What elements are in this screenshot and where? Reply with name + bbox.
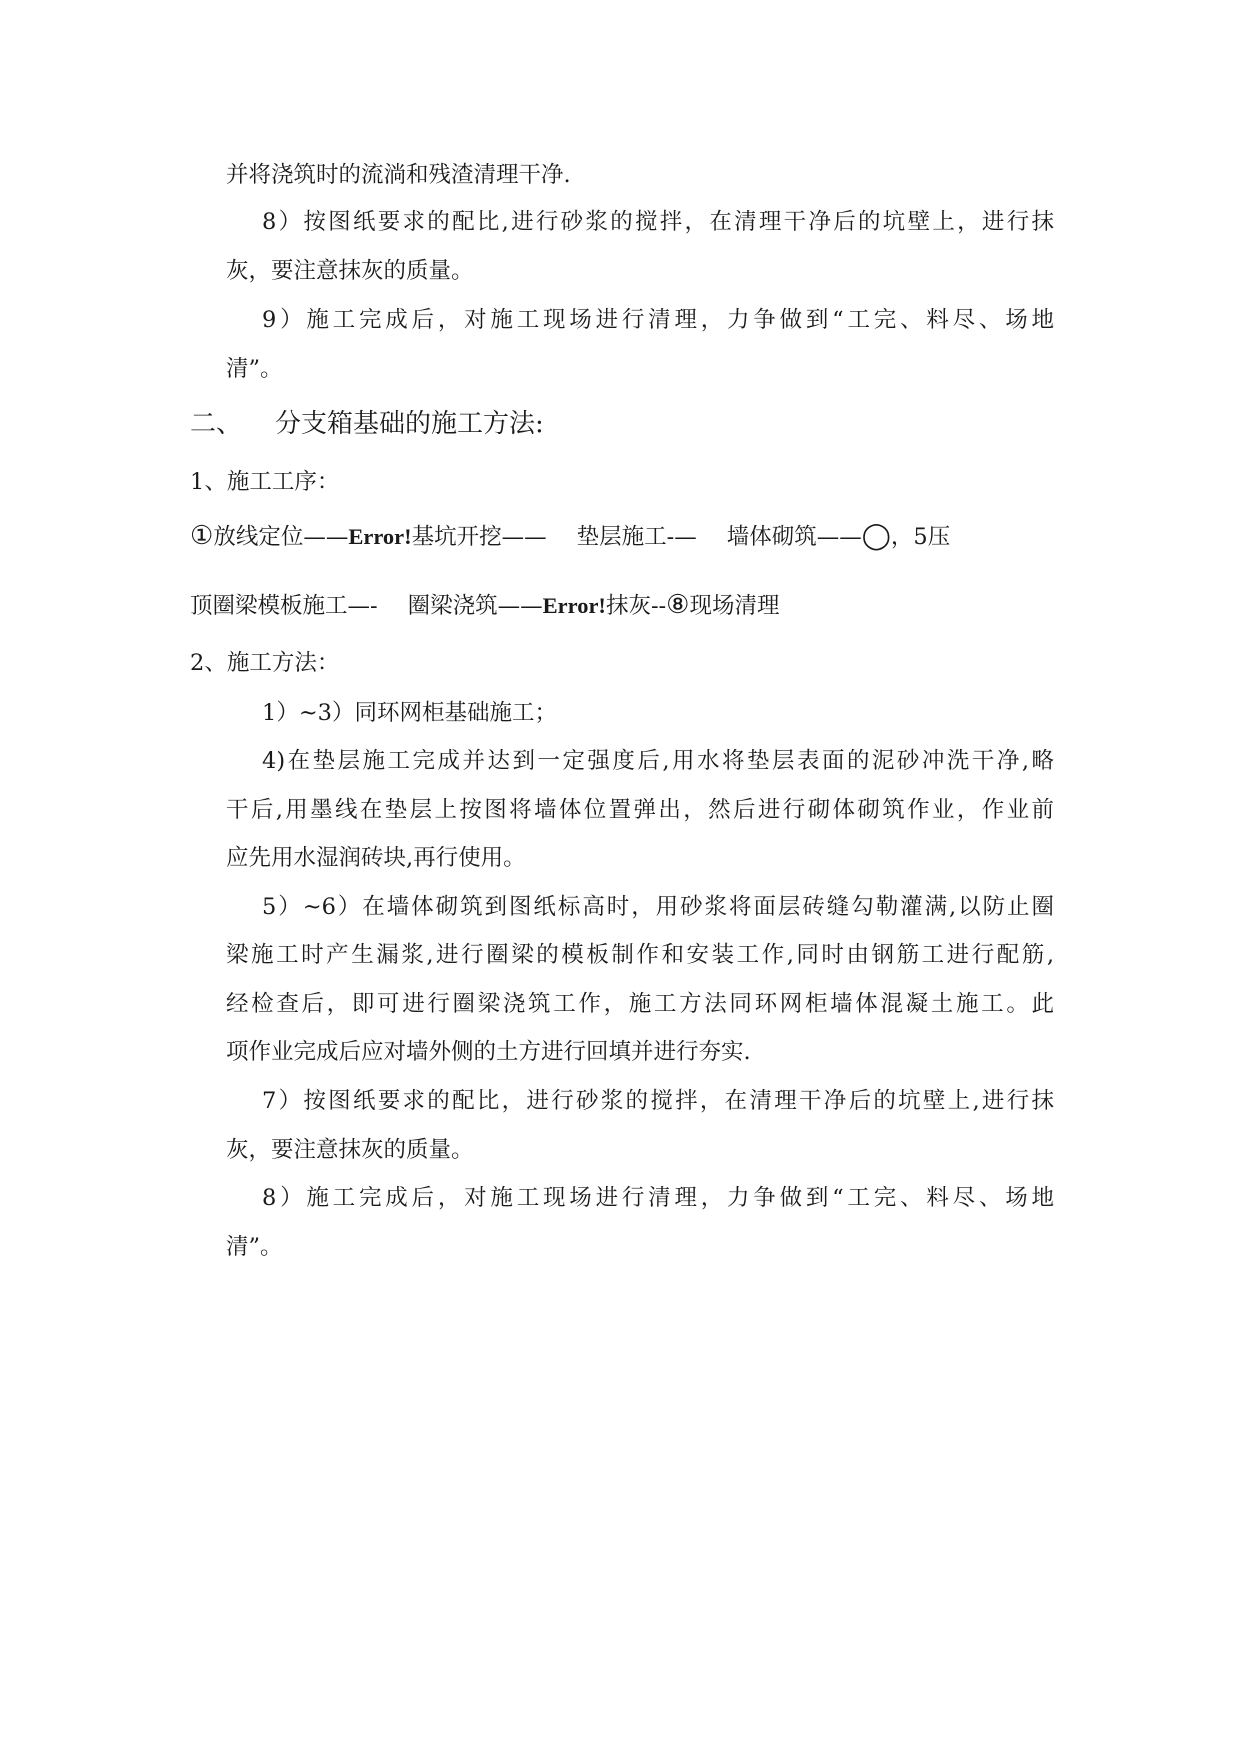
method-heading: 2、施工方法： (190, 650, 340, 676)
method-5-line1: 5）~6）在墙体砌筑到图纸标高时，用砂浆将面层砖缝勾勒灌满,以防止圈 (262, 894, 1054, 920)
step5-cont: 顶圈梁模板施工—- (190, 593, 378, 619)
step5-tail: ，5压 (890, 524, 951, 550)
method-7-line2: 灰，要注意抹灰的质量。 (226, 1137, 474, 1163)
method-5-line3: 经检查后，即可进行圈梁浇筑工作，施工方法同环网柜墙体混凝土施工。此 (226, 991, 1054, 1017)
method-7-line1: 7）按图纸要求的配比，进行砂浆的搅拌，在清理干净后的坑壁上,进行抹 (262, 1088, 1054, 1114)
step5-marker: ◯ (861, 521, 891, 551)
item8-line1: 8）按图纸要求的配比,进行砂浆的搅拌，在清理干净后的坑壁上，进行抹 (262, 209, 1054, 235)
step8: 现场清理 (689, 593, 780, 619)
step7: 抹灰-- (605, 593, 667, 619)
step8-marker: ⑧ (666, 590, 690, 620)
method-8-line2: 清”。 (226, 1234, 283, 1260)
item9-line1: 9）施工完成后，对施工现场进行清理，力争做到“工完、料尽、场地 (262, 307, 1054, 333)
step1: 放线定位—— (213, 524, 349, 550)
step4: 墙体砌筑—— (726, 524, 862, 550)
section-number: 二、 (190, 409, 243, 439)
item9-line2: 清”。 (226, 356, 283, 382)
step6: 圈梁浇筑—— (407, 593, 543, 619)
method-8-line1: 8）施工完成后，对施工现场进行清理，力争做到“工完、料尽、场地 (262, 1185, 1054, 1211)
intro-line: 并将浇筑时的流淌和残渣清理干净. (226, 162, 571, 188)
method-5-line4: 项作业完成后应对墙外侧的土方进行回填并进行夯实. (226, 1039, 751, 1065)
error-field-1: Error! (348, 524, 412, 549)
step3: 垫层施工-— (576, 524, 697, 550)
method-5-line2: 梁施工时产生漏浆,进行圈梁的模板制作和安装工作,同时由钢筋工进行配筋, (226, 942, 1054, 968)
step1-marker: ① (190, 521, 214, 551)
section-title: 分支箱基础的施工方法: (275, 409, 544, 439)
method-4-line2: 干后,用墨线在垫层上按图将墙体位置弹出，然后进行砌体砌筑作业，作业前 (226, 797, 1054, 823)
error-field-2: Error! (542, 593, 606, 618)
method-4-line1: 4)在垫层施工完成并达到一定强度后,用水将垫层表面的泥砂冲洗干净,略 (262, 748, 1054, 774)
step2: 基坑开挖—— (411, 524, 547, 550)
procedure-heading: 1、施工工序： (190, 469, 340, 495)
sequence-line-2 (190, 592, 779, 618)
method-4-line3: 应先用水湿润砖块,再行使用。 (226, 845, 526, 871)
method-1: 1）~3）同环网柜基础施工； (262, 700, 557, 726)
item8-line2: 灰，要注意抹灰的质量。 (226, 258, 474, 284)
sequence-line-1 (190, 523, 950, 549)
